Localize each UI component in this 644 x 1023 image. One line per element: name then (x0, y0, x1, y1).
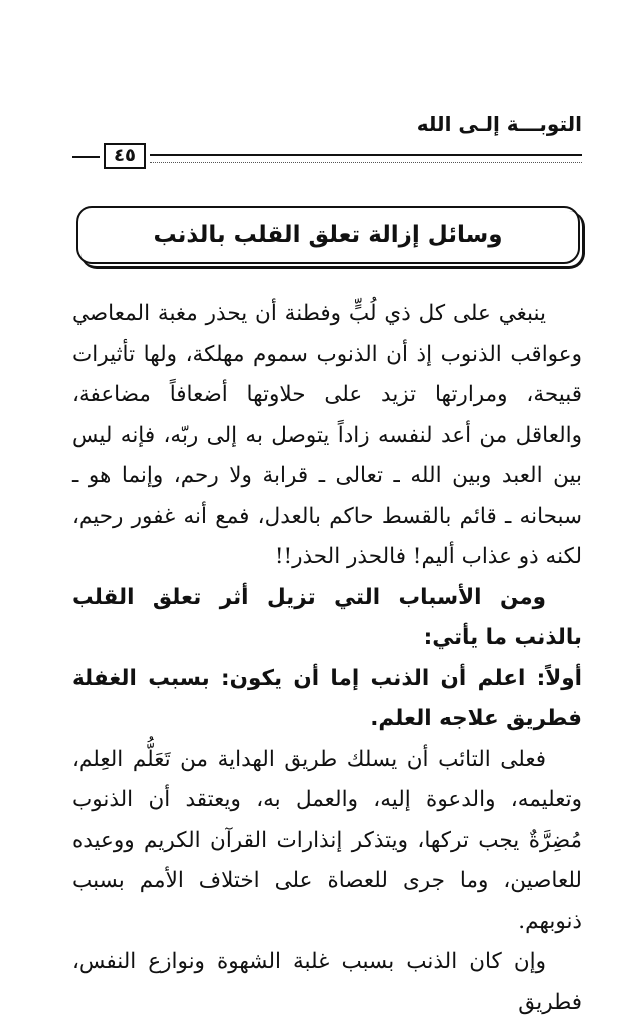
paragraph: وإن كان الذنب بسبب غلبة الشهوة ونوازع النفس، فطريق (72, 949, 582, 1015)
section-title-box (76, 206, 580, 264)
paragraph: ومن الأسباب التي تزيل أثر تعلق القلب بالذنب ما يأتي: (72, 584, 582, 650)
paragraph: فعلى التائب أن يسلك طريق الهداية من تَعَلُّم العِلم، وتعليمه، والدعوة إليه، والعمل به، ويعتقد أن الذنوب مُضِرَّةٌ يجب تركها، ويتذكر إنذارات القرآن الكريم ووعيده للعاصين، وما جرى للعصاة على اختلاف الأمم بسبب ذنوبهم. (72, 746, 582, 934)
paragraph: أولاً: اعلم أن الذنب إما أن يكون: بسبب الغفلة فطريق علاجه العلم. (72, 665, 582, 731)
page-number: ٤٥ (104, 143, 146, 169)
paragraph: ينبغي على كل ذي لُبٍّ وفطنة أن يحذر مغبة المعاصي وعواقب الذنوب إذ أن الذنوب سموم مهلكة، ولها تأثيرات قبيحة، ومرارتها تزيد على حلاوتها أضعافاً مضاعفة، والعاقل من أعد لنفسه زاداً يتوصل به إلى ربّه، فإنه ليس بين العبد وبين الله ـ تعالى ـ قرابة ولا رحم، وإنما هو ـ سبحانه ـ قائم بالقسط حاكم بالعدل، فمع أنه غفور رحيم، لكنه ذو عذاب أليم! فالحذر الحذر!! (72, 301, 582, 569)
header-rule-left (72, 156, 100, 158)
section-title: وسائل إزالة تعلق القلب بالذنب (153, 222, 503, 248)
header-rule (150, 154, 582, 163)
running-header-title: التوبـــة إلـى الله (416, 112, 582, 136)
body-text (72, 294, 582, 1023)
